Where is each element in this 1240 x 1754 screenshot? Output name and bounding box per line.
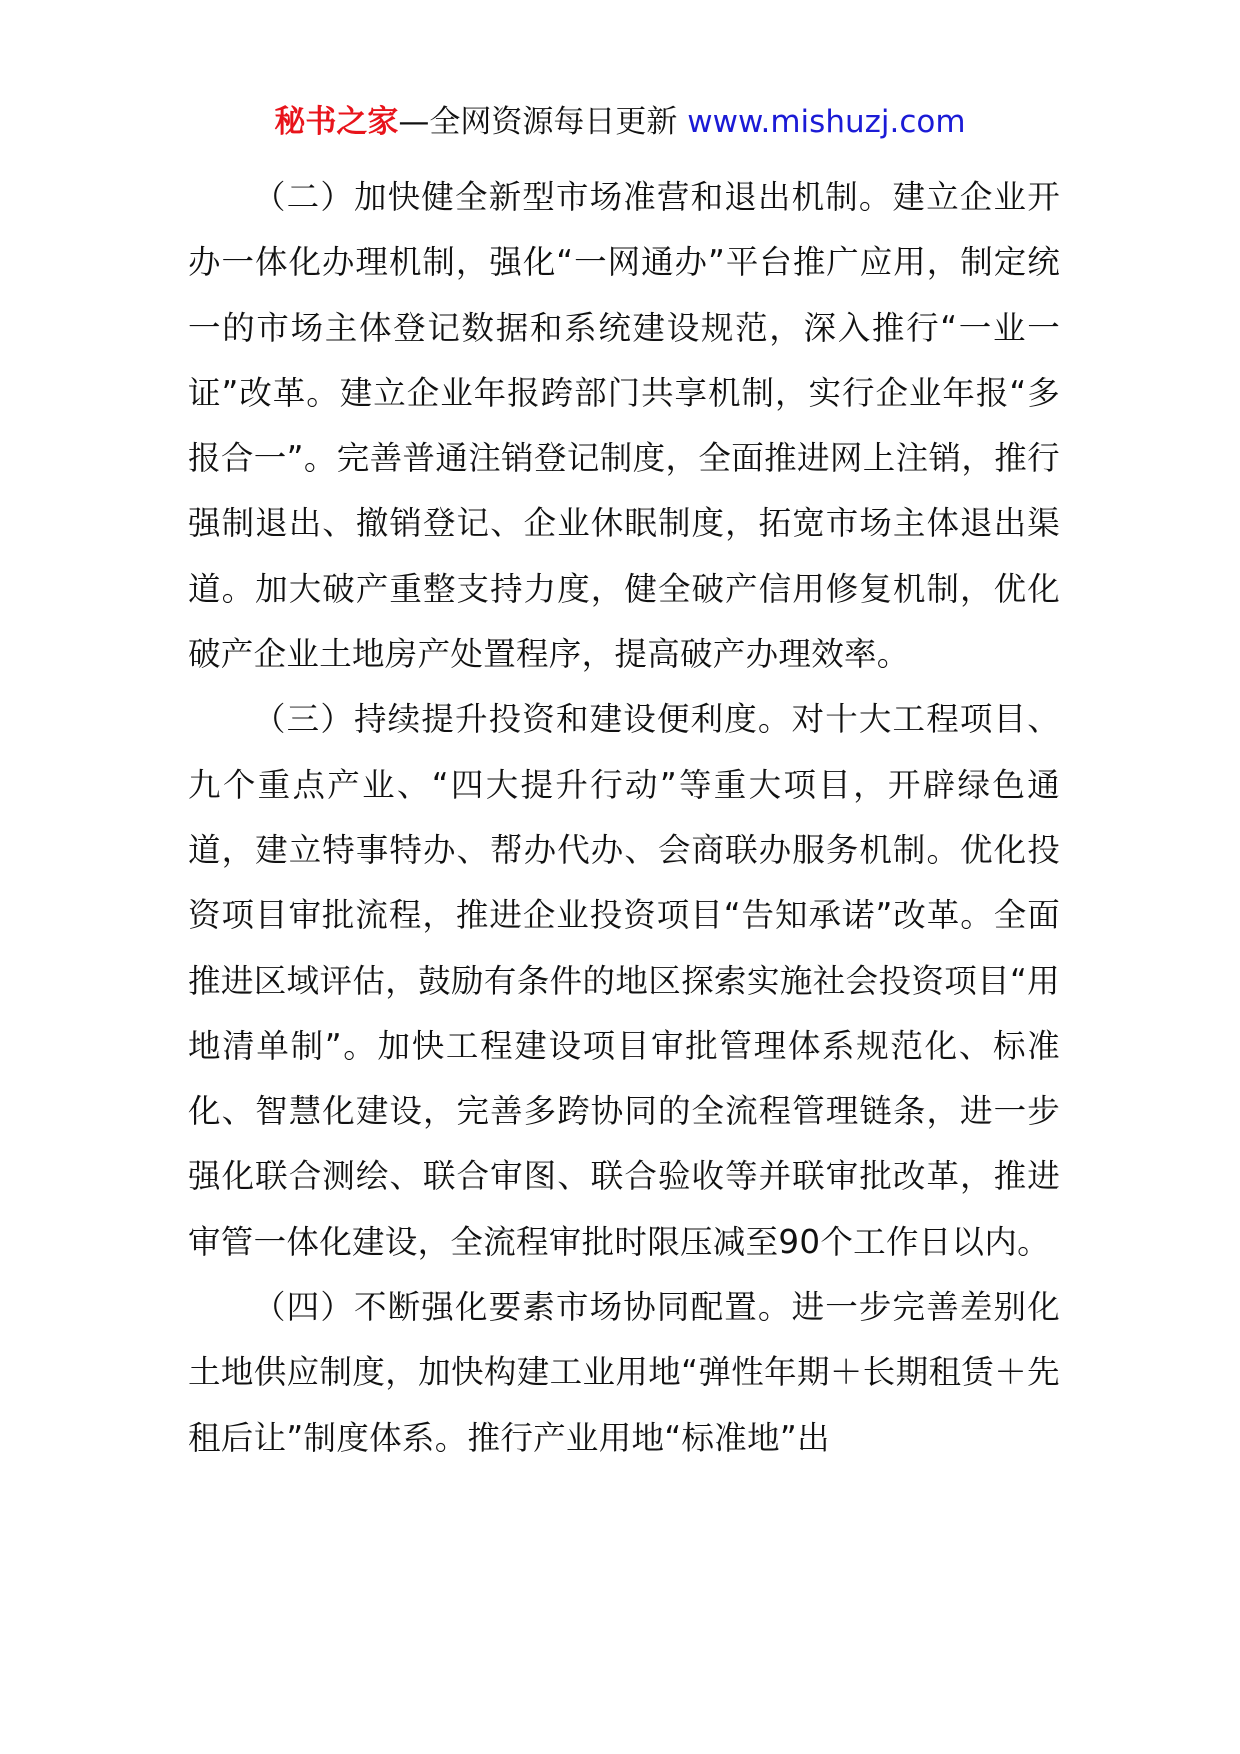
brand-name: 秘书之家 — [274, 104, 399, 140]
header-tagline: —全网资源每日更新 — [398, 104, 688, 140]
paragraph-market-access: （二）加快健全新型市场准营和退出机制。建立企业开办一体化办理机制，强化“一网通办”平台推广应用，制定统一的市场主体登记数据和系统建设规范，深入推行“一业一证”改革。建立企业年报跨部门共享机制，实行企业年报“多报合一”。完善普通注销登记制度，全面推进网上注销，推行强制退出、撤销登记、企业休眠制度，拓宽市场主体退出渠道。加大破产重整支持力度，健全破产信用修复机制，优化破产企业土地房产处置程序，提高破产办理效率。 — [188, 178, 1060, 674]
paragraph-investment-construction: （三）持续提升投资和建设便利度。对十大工程项目、九个重点产业、“四大提升行动”等重大项目，开辟绿色通道，建立特事特办、帮办代办、会商联办服务机制。优化投资项目审批流程，推进企业投资项目“告知承诺”改革。全面推进区域评估，鼓励有条件的地区探索实施社会投资项目“用地清单制”。加快工程建设项目审批管理体系规范化、标准化、智慧化建设，完善多跨协同的全流程管理链条，进一步强化联合测绘、联合审图、联合验收等并联审批改革，推进审管一体化建设，全流程审批时限压减至90个工作日以内。 — [188, 700, 1060, 1261]
document-body — [188, 165, 1060, 1471]
site-url-link[interactable]: www.mishuzj.com — [687, 104, 966, 140]
page-header — [0, 100, 1240, 144]
paragraph-factor-market: （四）不断强化要素市场协同配置。进一步完善差别化土地供应制度，加快构建工业用地“弹性年期＋长期租赁＋先租后让”制度体系。推行产业用地“标准地”出 — [188, 1288, 1060, 1457]
